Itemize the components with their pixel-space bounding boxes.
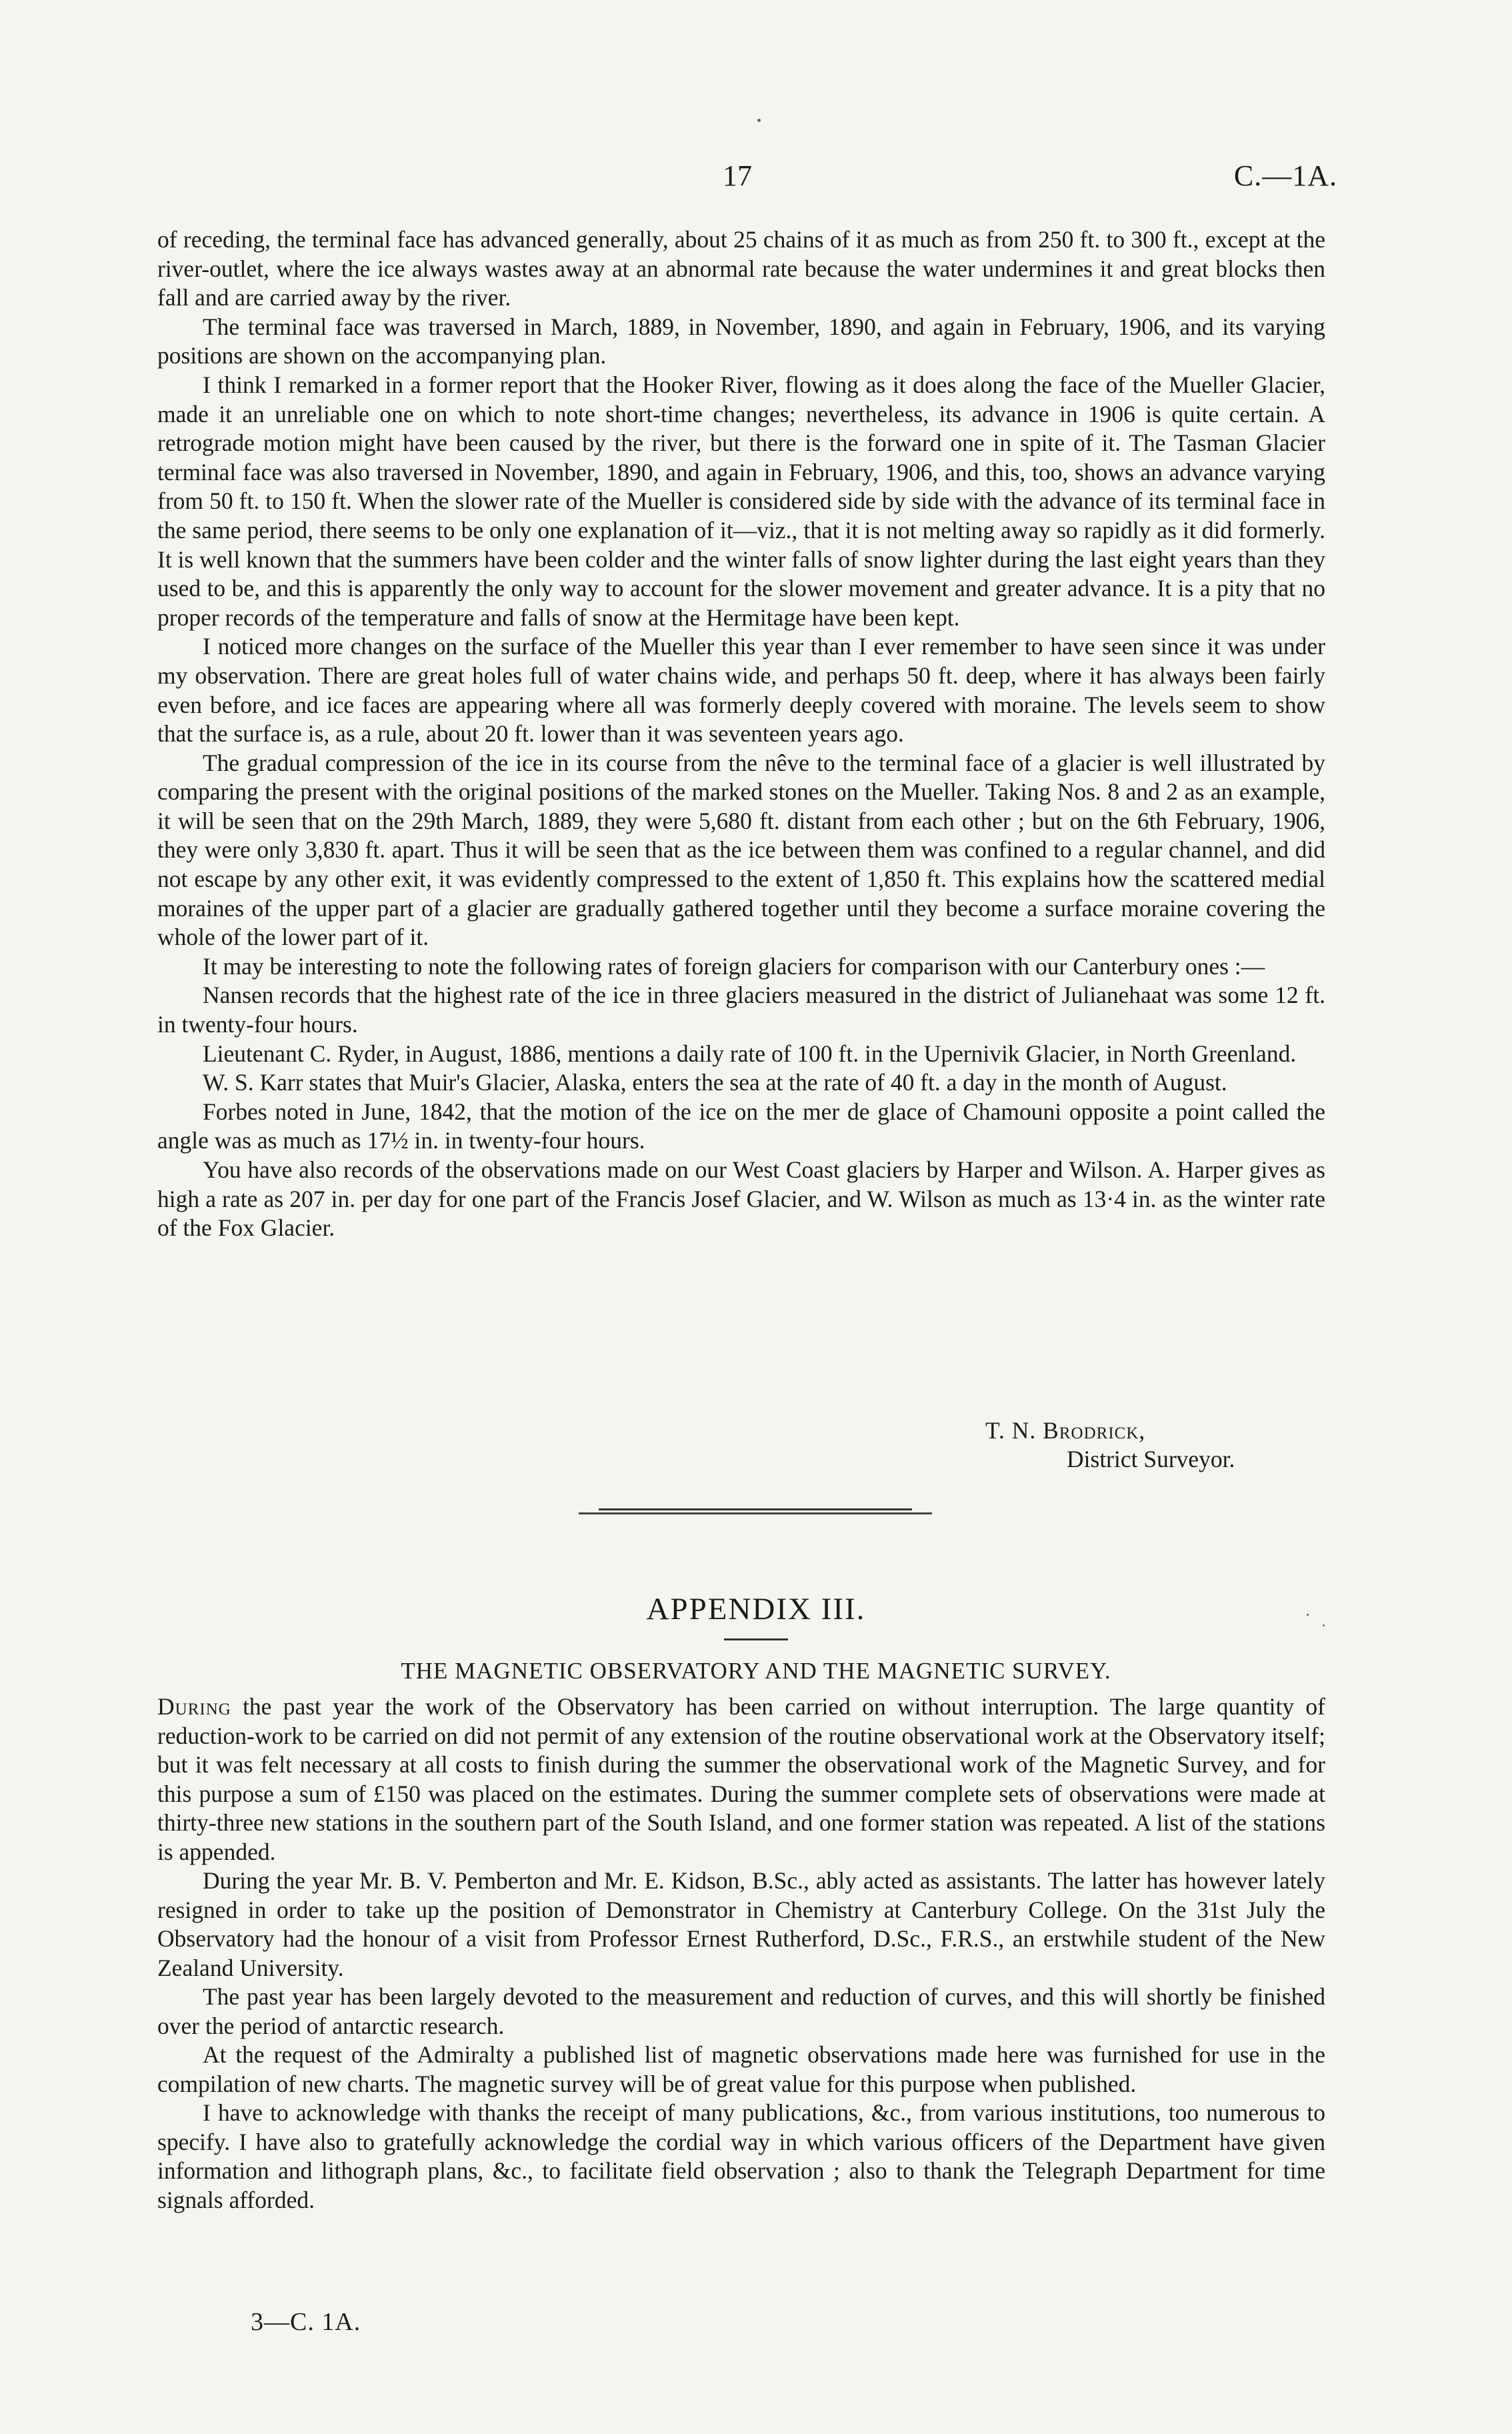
- report-paragraph: Forbes noted in June, 1842, that the motion of the ice on the mer de glace of Chamouni opposite a point called the angle was as much as 17½ in. in twenty-four hours.: [157, 1098, 1325, 1154]
- signature-reference: 3—C. 1A.: [251, 2308, 361, 2336]
- report-paragraph: W. S. Karr states that Muir's Glacier, Alaska, enters the sea at the rate of 40 ft. a day in the month of August.: [203, 1069, 1227, 1096]
- report-signature: [985, 1416, 1235, 1474]
- signature-name: T. N. Brodrick,: [985, 1417, 1146, 1444]
- appendix-paragraph: During the year Mr. B. V. Pemberton and Mr. E. Kidson, B.Sc., ably acted as assistants. The latter has however lately resigned in order to take up the position of Demonstrator in Chemistry at Canterbury College. On the 31st July the Observatory had the honour of a visit from Professor Ernest Rutherford, D.Sc., F.R.S., an erstwhile student of the New Zealand University.: [157, 1867, 1325, 1981]
- print-speck: [1323, 1624, 1325, 1626]
- first-paragraph-text: the past year the work of the Observatory has been carried on without interruption. The large quantity of reduction-work to be carried on did not permit of any extension of the routine observational work at the Observatory itself; but it was felt necessary at all costs to finish during the summer the observational work of the Magnetic Survey, and for this purpose a sum of £150 was placed on the estimates. During the summer complete sets of observations were made at thirty-three new stations in the southern part of the South Island, and one former station was repeated. A list of the stations is appended.: [157, 1693, 1325, 1865]
- print-speck: [1307, 1614, 1309, 1616]
- report-paragraph: of receding, the terminal face has advanced generally, about 25 chains of it as much as from 250 ft. to 300 ft., except at the river-outlet, where the ice always wastes away at an abnormal rate because the water undermines it and great blocks then fall and are carried away by the river.: [157, 226, 1325, 311]
- report-paragraph: The terminal face was traversed in March, 1889, in November, 1890, and again in February, 1906, and its varying positions are shown on the accompanying plan.: [157, 313, 1325, 369]
- report-paragraph: The gradual compression of the ice in its course from the nêve to the terminal face of a glacier is well illustrated by comparing the present with the original positions of the marked stones on the Mueller. Taking Nos. 8 and 2 as an example, it will be seen that on the 29th March, 1889, they were 5,680 ft. distant from each other ; but on the 6th February, 1906, they were only 3,830 ft. apart. Thus it will be seen that as the ice between them was confined to a regular channel, and did not escape by any other exit, it was evidently compressed to the extent of 1,850 ft. This explains how the scattered medial moraines of the upper part of a glacier are gradually gathered together until they become a surface moraine covering the whole of the lower part of it.: [157, 749, 1325, 951]
- appendix-body: [157, 1692, 1325, 2215]
- section-title: THE MAGNETIC OBSERVATORY AND THE MAGNETIC SURVEY.: [401, 1658, 1111, 1684]
- report-paragraph: Nansen records that the highest rate of the ice in three glaciers measured in the district of Julianehaat was some 12 ft. in twenty-four hours.: [157, 982, 1325, 1038]
- report-paragraph: I noticed more changes on the surface of the Mueller this year than I ever remember to have seen since it was under my observation. There are great holes full of water chains wide, and perhaps 50 ft. deep, where it has always been fairly even before, and ice faces are appearing where all was formerly deeply covered with moraine. The levels seem to show that the surface is, as a rule, about 20 ft. lower than it was seventeen years ago.: [157, 633, 1325, 748]
- appendix-paragraph: The past year has been largely devoted to the measurement and reduction of curves, and this will shortly be finished over the period of antarctic research.: [157, 1983, 1325, 2039]
- page-number: 17: [723, 159, 752, 192]
- report-paragraph: I think I remarked in a former report that the Hooker River, flowing as it does along the face of the Mueller Glacier, made it an unreliable one on which to note short-time changes; nevertheless, its advance in 1906 is quite certain. A retrograde motion might have been caused by the river, but there is the forward one in spite of it. The Tasman Glacier terminal face was also traversed in November, 1890, and again in February, 1906, and this, too, shows an advance varying from 50 ft. to 150 ft. When the slower rate of the Mueller is considered side by side with the advance of its terminal face in the same period, there seems to be only one explanation of it—viz., that it is not melting away so rapidly as it did formerly. It is well known that the summers have been colder and the winter falls of snow lighter during the last eight years than they used to be, and this is apparently the only way to account for the slower movement and greater advance. It is a pity that no proper records of the temperature and falls of snow at the Hermitage have been kept.: [157, 371, 1325, 631]
- report-body: [157, 225, 1325, 1243]
- page-header: [0, 159, 1512, 199]
- appendix-paragraph: I have to acknowledge with thanks the receipt of many publications, &c., from various institutions, too numerous to specify. I have also to gratefully acknowledge the cordial way in which various officers of the Department have given information and lithograph plans, &c., to facilitate field observation ; also to thank the Telegraph Department for time signals afforded.: [157, 2099, 1325, 2213]
- appendix-paragraph: [157, 1692, 1325, 1867]
- report-paragraph: Lieutenant C. Ryder, in August, 1886, mentions a daily rate of 100 ft. in the Upernivik Glacier, in North Greenland.: [203, 1040, 1297, 1067]
- section-divider: [579, 1508, 932, 1516]
- report-paragraph: It may be interesting to note the following rates of foreign glaciers for comparison with our Canterbury ones :—: [203, 952, 1265, 980]
- appendix-title: APPENDIX III.: [646, 1592, 866, 1626]
- lead-word: During: [157, 1693, 231, 1720]
- print-speck: [757, 119, 761, 122]
- appendix-paragraph: At the request of the Admiralty a published list of magnetic observations made here was furnished for use in the compilation of new charts. The magnetic survey will be of great value for this purpose when published.: [157, 2041, 1325, 2097]
- report-paragraph: You have also records of the observations made on our West Coast glaciers by Harper and Wilson. A. Harper gives as high a rate as 207 in. per day for one part of the Francis Josef Glacier, and W. Wilson as much as 13·4 in. as the winter rate of the Fox Glacier.: [157, 1156, 1325, 1242]
- signature-title: District Surveyor.: [1067, 1446, 1235, 1472]
- page-reference: C.—1A.: [1233, 159, 1337, 192]
- divider-line: [579, 1512, 932, 1514]
- divider-line: [599, 1508, 912, 1510]
- appendix-title-rule: [724, 1638, 788, 1640]
